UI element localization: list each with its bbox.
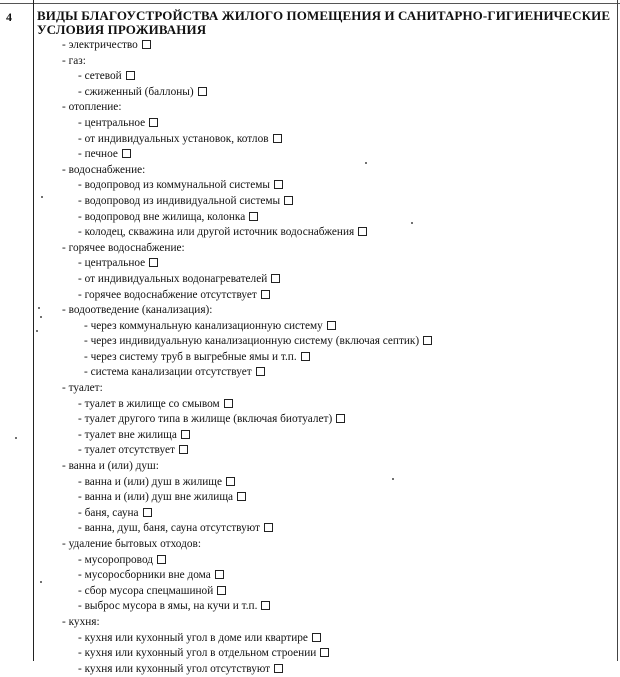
option-label: - ванна и (или) душ в жилище [78, 475, 222, 488]
option-label: - выброс мусора в ямы, на кучи и т.п. [78, 600, 258, 613]
category-label: - горячее водоснабжение: [62, 241, 185, 254]
option-row [0, 631, 620, 647]
option-label: - туалет отсутствует [78, 444, 175, 457]
option-label: - печное [78, 148, 118, 161]
option-label: - туалет другого типа в жилище (включая биотуалет) [78, 413, 333, 426]
checkbox[interactable] [336, 414, 345, 423]
option-row [0, 490, 620, 506]
option-row [0, 365, 620, 381]
option-row [0, 116, 620, 132]
option-row [0, 38, 620, 54]
option-label: - колодец, скважина или другой источник водоснабжения [78, 226, 355, 239]
option-label: - сетевой [78, 70, 122, 83]
checkbox[interactable] [215, 570, 224, 579]
checkbox[interactable] [142, 40, 151, 49]
checkbox[interactable] [358, 227, 367, 236]
checkbox[interactable] [261, 601, 270, 610]
checkbox[interactable] [312, 633, 321, 642]
top-border [0, 3, 620, 4]
option-row [0, 350, 620, 366]
option-label: - баня, сауна [78, 506, 139, 519]
option-label: - водопровод из индивидуальной системы [78, 194, 281, 207]
checkbox[interactable] [264, 523, 273, 532]
option-label: - центральное [78, 116, 146, 129]
checkbox[interactable] [301, 352, 310, 361]
checkbox[interactable] [143, 508, 152, 517]
option-label: - мусоросборники вне дома [78, 569, 211, 582]
category-row [0, 163, 620, 179]
category-label: - кухня: [62, 615, 100, 628]
category-label: - водоотведение (канализация): [62, 304, 213, 317]
category-row [0, 459, 620, 475]
scan-speck [40, 316, 42, 318]
category-row [0, 100, 620, 116]
category-row [0, 381, 620, 397]
option-row [0, 334, 620, 350]
option-row [0, 506, 620, 522]
checkbox[interactable] [423, 336, 432, 345]
checkbox[interactable] [274, 180, 283, 189]
category-label: - туалет: [62, 382, 103, 395]
option-row [0, 397, 620, 413]
option-row [0, 225, 620, 241]
checkbox[interactable] [126, 71, 135, 80]
option-row [0, 412, 620, 428]
checkbox[interactable] [198, 87, 207, 96]
checkbox[interactable] [157, 555, 166, 564]
option-row [0, 210, 620, 226]
checkbox[interactable] [261, 290, 270, 299]
checkbox[interactable] [271, 274, 280, 283]
checkbox[interactable] [149, 258, 158, 267]
option-label: - от индивидуальных водонагревателей [78, 272, 268, 285]
option-row [0, 662, 620, 677]
option-label: - кухня или кухонный угол в доме или квартире [78, 631, 308, 644]
option-label: - кухня или кухонный угол отсутствуют [78, 662, 271, 675]
option-label: - мусоропровод [78, 553, 154, 566]
option-label: - сбор мусора спецмашиной [78, 584, 214, 597]
checkbox[interactable] [149, 118, 158, 127]
option-label: - ванна, душ, баня, сауна отсутствуют [78, 522, 260, 535]
checkbox[interactable] [226, 477, 235, 486]
option-row [0, 319, 620, 335]
checkbox[interactable] [320, 648, 329, 657]
checkbox[interactable] [249, 212, 258, 221]
option-row [0, 256, 620, 272]
option-label: - туалет вне жилища [78, 428, 177, 441]
scan-speck [36, 330, 38, 332]
option-row [0, 428, 620, 444]
option-row [0, 147, 620, 163]
category-label: - удаление бытовых отходов: [62, 538, 201, 550]
category-label: - газ: [62, 54, 86, 67]
scan-speck [40, 581, 42, 583]
checkbox[interactable] [224, 399, 233, 408]
option-row [0, 288, 620, 304]
scan-speck [392, 478, 394, 480]
section-title: ВИДЫ БЛАГОУСТРОЙСТВА ЖИЛОГО ПОМЕЩЕНИЯ И САНИТАРНО-ГИГИЕНИЧЕСКИЕ УСЛОВИЯ ПРОЖИВАНИЯ [37, 8, 611, 37]
option-label: - кухня или кухонный угол в отдельном строении [78, 647, 317, 660]
option-label: - через индивидуальную канализационную систему (включая септик) [84, 335, 420, 348]
checkbox[interactable] [181, 430, 190, 439]
checkbox[interactable] [284, 196, 293, 205]
option-row [0, 475, 620, 491]
category-label: - отопление: [62, 101, 122, 114]
checkbox[interactable] [274, 664, 283, 673]
category-row [0, 615, 620, 631]
option-row [0, 646, 620, 662]
option-row [0, 178, 620, 194]
option-label: - сжиженный (баллоны) [78, 85, 194, 98]
option-label: - центральное [78, 257, 146, 270]
option-row [0, 443, 620, 459]
option-row [0, 272, 620, 288]
category-label: - ванна и (или) душ: [62, 460, 159, 473]
option-row [0, 85, 620, 101]
checkbox[interactable] [122, 149, 131, 158]
scan-speck [38, 307, 40, 309]
option-row [0, 584, 620, 600]
category-row [0, 303, 620, 319]
category-row [0, 54, 620, 70]
scan-speck [41, 196, 43, 198]
section-number: 4 [6, 10, 12, 24]
checkbox[interactable] [256, 367, 265, 376]
option-row [0, 194, 620, 210]
checkbox[interactable] [273, 134, 282, 143]
scan-speck [365, 162, 367, 164]
option-row [0, 568, 620, 584]
option-row [0, 599, 620, 615]
category-row [0, 537, 620, 553]
category-row [0, 241, 620, 257]
option-label: - система канализации отсутствует [84, 366, 252, 379]
option-row [0, 69, 620, 85]
scan-speck [15, 437, 17, 439]
option-label: - водопровод вне жилища, колонка [78, 210, 246, 223]
category-label: - водоснабжение: [62, 163, 146, 176]
checkbox[interactable] [217, 586, 226, 595]
scan-speck [411, 222, 413, 224]
option-label: - горячее водоснабжение отсутствует [78, 288, 257, 301]
option-row [0, 132, 620, 148]
option-label: - туалет в жилище со смывом [78, 397, 220, 410]
option-label: - через коммунальную канализационную систему [84, 319, 323, 332]
checkbox[interactable] [179, 445, 188, 454]
checkbox[interactable] [327, 321, 336, 330]
option-label: - от индивидуальных установок, котлов [78, 132, 269, 145]
amenities-list [0, 38, 620, 677]
option-label: - водопровод из коммунальной системы [78, 179, 270, 192]
option-label: - электричество [62, 39, 138, 51]
option-row [0, 521, 620, 537]
checkbox[interactable] [237, 492, 246, 501]
option-label: - ванна и (или) душ вне жилища [78, 491, 234, 504]
option-label: - через систему труб в выгребные ямы и т.п. [84, 350, 297, 363]
option-row [0, 553, 620, 569]
